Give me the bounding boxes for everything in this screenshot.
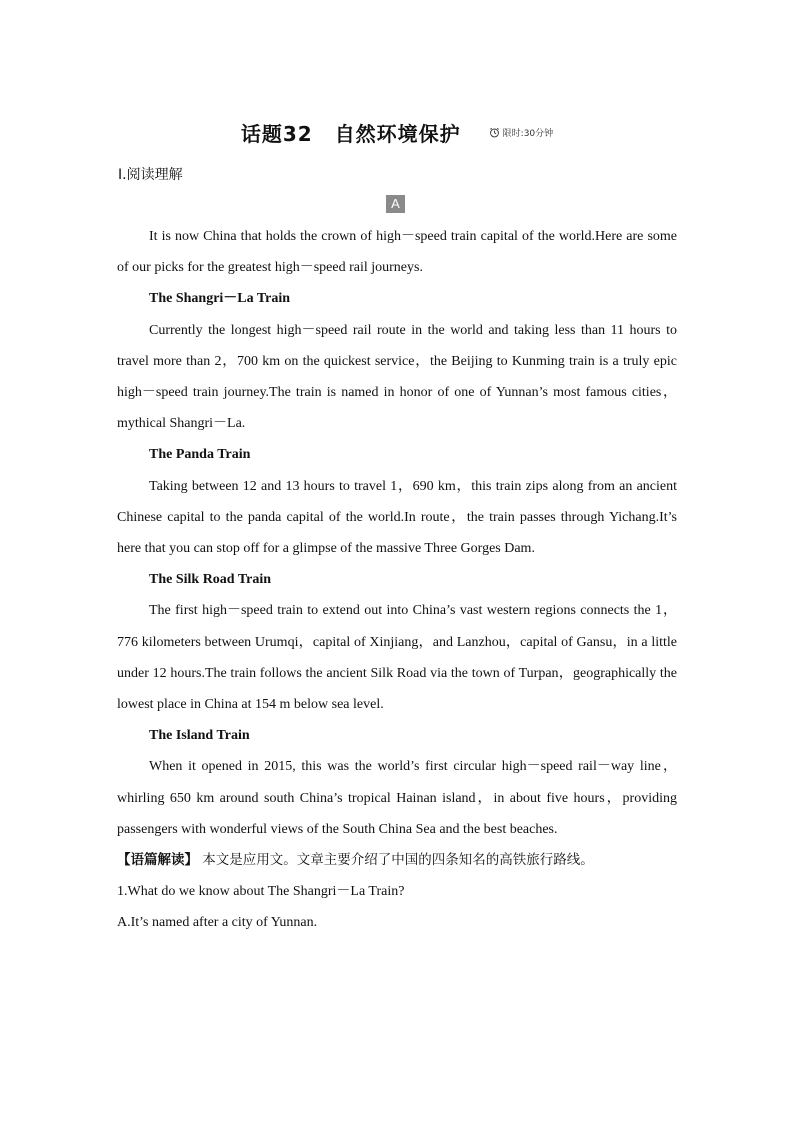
title-row bbox=[0, 118, 794, 147]
train-paragraph-panda: Taking between 12 and 13 hours to travel 1，690 km，this train zips along from an ancient Chinese capital to the panda capital of the world.In route，the train passes through Yichang.It’s here that you can stop off for a glimpse of the massive Three Gorges Dam. bbox=[117, 478, 677, 557]
analysis-label: 【语篇解读】 bbox=[117, 852, 198, 869]
train-heading-island: The Island Train bbox=[149, 728, 250, 744]
train-heading-shangri-la: The Shangri－La Train bbox=[149, 291, 291, 307]
passage-badge: A bbox=[386, 195, 405, 213]
train-heading-silk-road: The Silk Road Train bbox=[149, 572, 272, 588]
train-paragraph-silk-road: The first high－speed train to extend out into China’s vast western regions connects the 1，776 kilometers between Urumqi，capital of Xinjiang，and Lanzhou，capital of Gansu，in a little under 12 hours.The train follows the ancient Silk Road via the town of Turpan，geographically the lowest place in China at 154 m below sea level. bbox=[117, 603, 677, 713]
question-stem: 1.What do we know about The Shangri－La Train? bbox=[117, 884, 405, 900]
time-limit-text: 限时:30分钟 bbox=[502, 129, 554, 139]
time-limit bbox=[489, 126, 554, 139]
passage-label bbox=[386, 195, 405, 213]
passage-analysis bbox=[117, 845, 677, 876]
train-paragraph-island: When it opened in 2015, this was the world’s first circular high－speed rail－way line，whirling 650 km around south China’s tropical Hainan island，in about five hours，providing passengers with wonderful views of the South China Sea and the best beaches. bbox=[117, 759, 677, 837]
topic-name: 自然环境保护 bbox=[334, 122, 461, 146]
train-paragraph-shangri-la: Currently the longest high－speed rail route in the world and taking less than 11 hours to travel more than 2，700 km on the quickest service，the Beijing to Kunming train is a truly epic high－speed train journey.The train is named in honor of one of Yunnan’s most famous cities，mythical Shangri－La. bbox=[117, 322, 677, 432]
page-title bbox=[241, 122, 469, 146]
section-heading: Ⅰ.阅读理解 bbox=[118, 167, 183, 183]
passage-body bbox=[117, 221, 677, 939]
topic-number: 话题32 bbox=[240, 122, 313, 146]
analysis-text: 本文是应用文。文章主要介绍了中国的四条知名的高铁旅行路线。 bbox=[202, 852, 594, 869]
option-a[interactable]: A.It’s named after a city of Yunnan. bbox=[117, 915, 318, 931]
intro-paragraph: It is now China that holds the crown of high－speed train capital of the world.Here are some of our picks for the greatest high－speed rail journeys. bbox=[117, 229, 677, 276]
alarm-clock-icon bbox=[489, 127, 500, 138]
train-heading-panda: The Panda Train bbox=[149, 447, 251, 463]
